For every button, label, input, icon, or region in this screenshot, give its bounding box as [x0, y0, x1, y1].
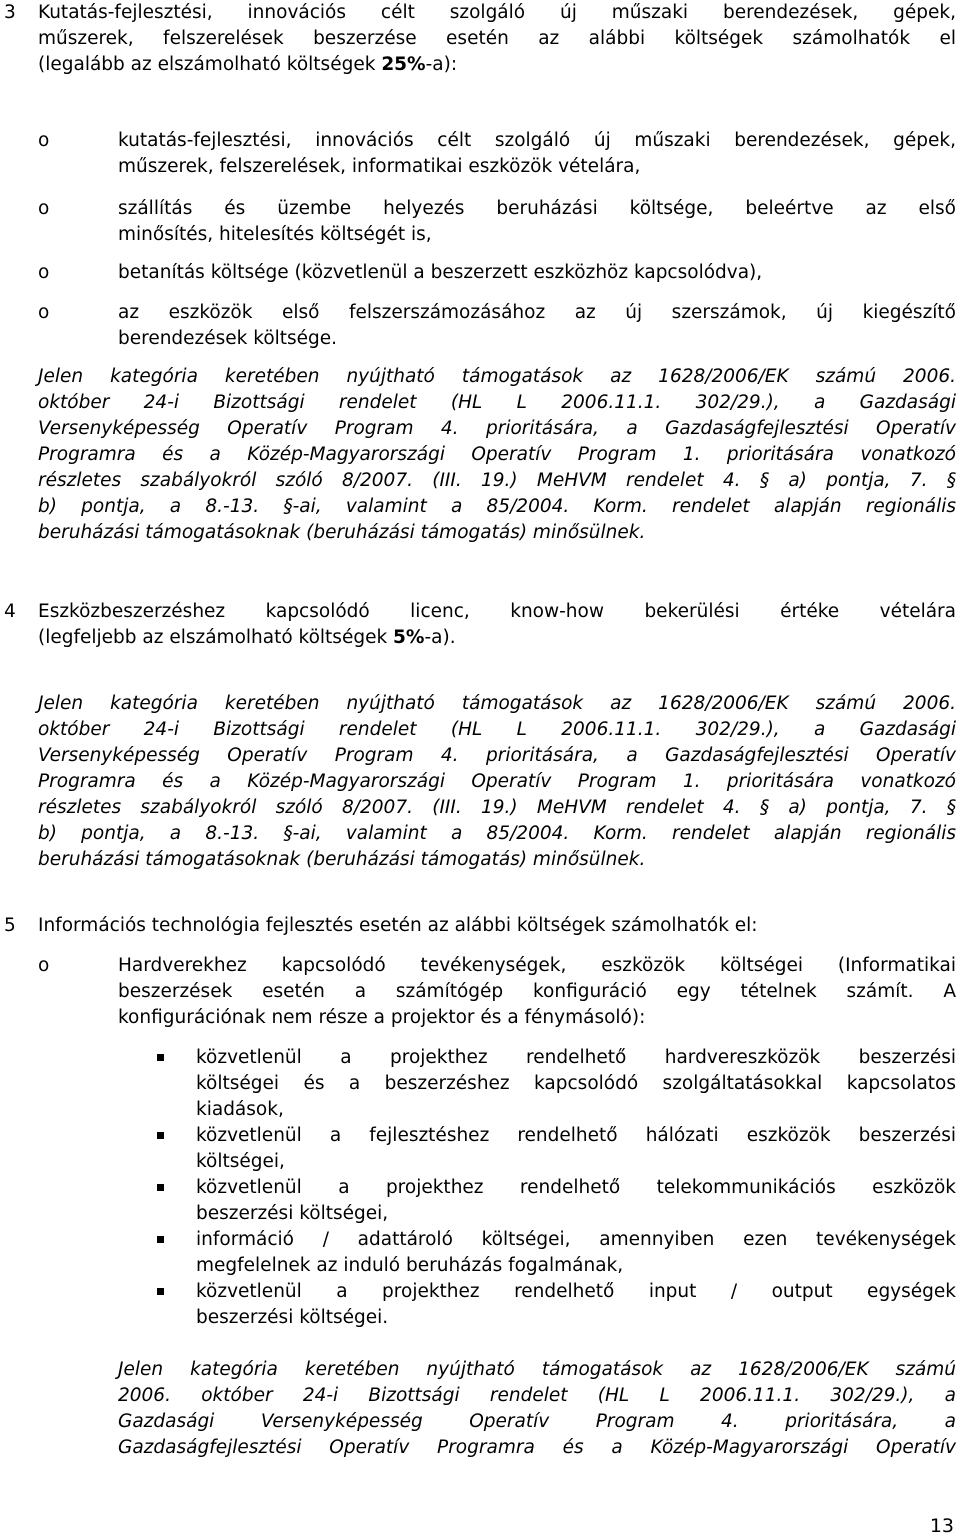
- bullet-marker: o: [38, 955, 50, 976]
- square-bullet-icon: [157, 1054, 164, 1061]
- square-bullet-icon: [157, 1184, 164, 1191]
- bullet-marker: o: [38, 262, 50, 283]
- sub-list-item: közvetlenül a fejlesztéshez rendelhető hálózati eszközök beszerzési költségei,: [196, 1125, 956, 1172]
- sub-list-item: információ / adattároló költségei, amennyiben ezen tevékenységek megfelelnek az induló beruházás fogalmának,: [196, 1229, 956, 1276]
- list-item: Hardverekhez kapcsolódó tevékenységek, eszközök költségei (Informatikai beszerzések esetén a számítógép konfiguráció egy tételnek számít. A konfigurációnak nem része a projektor és a fénymásoló):: [118, 955, 956, 1028]
- section-number: 4: [4, 601, 16, 622]
- square-bullet-icon: [157, 1288, 164, 1295]
- bullet-marker: o: [38, 198, 50, 219]
- list-item: kutatás-fejlesztési, innovációs célt szolgáló új műszaki berendezések, gépek, műszerek, felszerelések, informatikai eszközök vételára,: [118, 130, 956, 177]
- sub-list-item: közvetlenül a projekthez rendelhető input / output egységek beszerzési költségei.: [196, 1281, 956, 1328]
- bullet-marker: o: [38, 130, 50, 151]
- section-intro: [38, 0, 956, 78]
- bullet-marker: o: [38, 302, 50, 323]
- section-intro: Eszközbeszerzéshez kapcsolódó licenc, know-how bekerülési értéke vételára (legfeljebb az elszámolható költségek 5%-a).: [38, 601, 956, 648]
- page-number: 13: [929, 1515, 954, 1537]
- legal-note: Jelen kategória keretében nyújtható támogatások az 1628/2006/EK számú 2006. október 24-i Bizottsági rendelet (HL L 2006.11.1. 302/29.), a Gazdasági Versenyképesség Operatív Program 4. prioritására, a Gazdaságfejlesztési Operatív Programra és a Közép-Magyarországi Operatív: [118, 1359, 956, 1458]
- square-bullet-icon: [157, 1236, 164, 1243]
- section-number: 3: [4, 2, 16, 23]
- intro-line: (legalább az elszámolható költségek 25%-a):: [38, 54, 458, 75]
- square-bullet-icon: [157, 1132, 164, 1139]
- list-item: az eszközök első felszerszámozásához az új szerszámok, új kiegészítő berendezések költsége.: [118, 302, 956, 349]
- section-number: 5: [4, 915, 16, 936]
- section-intro: Információs technológia fejlesztés esetén az alábbi költségek számolhatók el:: [38, 915, 758, 936]
- legal-note: Jelen kategória keretében nyújtható támogatások az 1628/2006/EK számú 2006. október 24-i Bizottsági rendelet (HL L 2006.11.1. 302/29.), a Gazdasági Versenyképesség Operatív Program 4. prioritására, a Gazdaságfejlesztési Operatív Programra és a Közép-Magyarországi Operatív Program 1. prioritására vonatkozó részletes szabályokról szóló 8/2007. (III. 19.) MeHVM rendelet 4. § a) pontja, 7. § b) pontja, a 8.-13. §-ai, valamint a 85/2004. Korm. rendelet alapján regionális beruházási támogatásoknak (beruházási támogatás) minősülnek.: [38, 366, 956, 543]
- intro-line: műszerek, felszerelések beszerzése esetén az alábbi költségek számolhatók el: [38, 28, 956, 49]
- sub-list-item: közvetlenül a projekthez rendelhető hardvereszközök beszerzési költségei és a beszerzéshez kapcsolódó szolgáltatásokkal kapcsolatos kiadások,: [196, 1047, 956, 1120]
- list-item: szállítás és üzembe helyezés beruházási költsége, beleértve az első minősítés, hitelesítés költségét is,: [118, 198, 956, 245]
- intro-line: Kutatás-fejlesztési, innovációs célt szolgáló új műszaki berendezések, gépek,: [38, 2, 956, 23]
- list-item: betanítás költsége (közvetlenül a beszerzett eszközhöz kapcsolódva),: [118, 262, 763, 283]
- sub-list-item: közvetlenül a projekthez rendelhető telekommunikációs eszközök beszerzési költségei,: [196, 1177, 956, 1224]
- legal-note: Jelen kategória keretében nyújtható támogatások az 1628/2006/EK számú 2006. október 24-i Bizottsági rendelet (HL L 2006.11.1. 302/29.), a Gazdasági Versenyképesség Operatív Program 4. prioritására, a Gazdaságfejlesztési Operatív Programra és a Közép-Magyarországi Operatív Program 1. prioritására vonatkozó részletes szabályokról szóló 8/2007. (III. 19.) MeHVM rendelet 4. § a) pontja, 7. § b) pontja, a 8.-13. §-ai, valamint a 85/2004. Korm. rendelet alapján regionális beruházási támogatásoknak (beruházási támogatás) minősülnek.: [38, 693, 956, 870]
